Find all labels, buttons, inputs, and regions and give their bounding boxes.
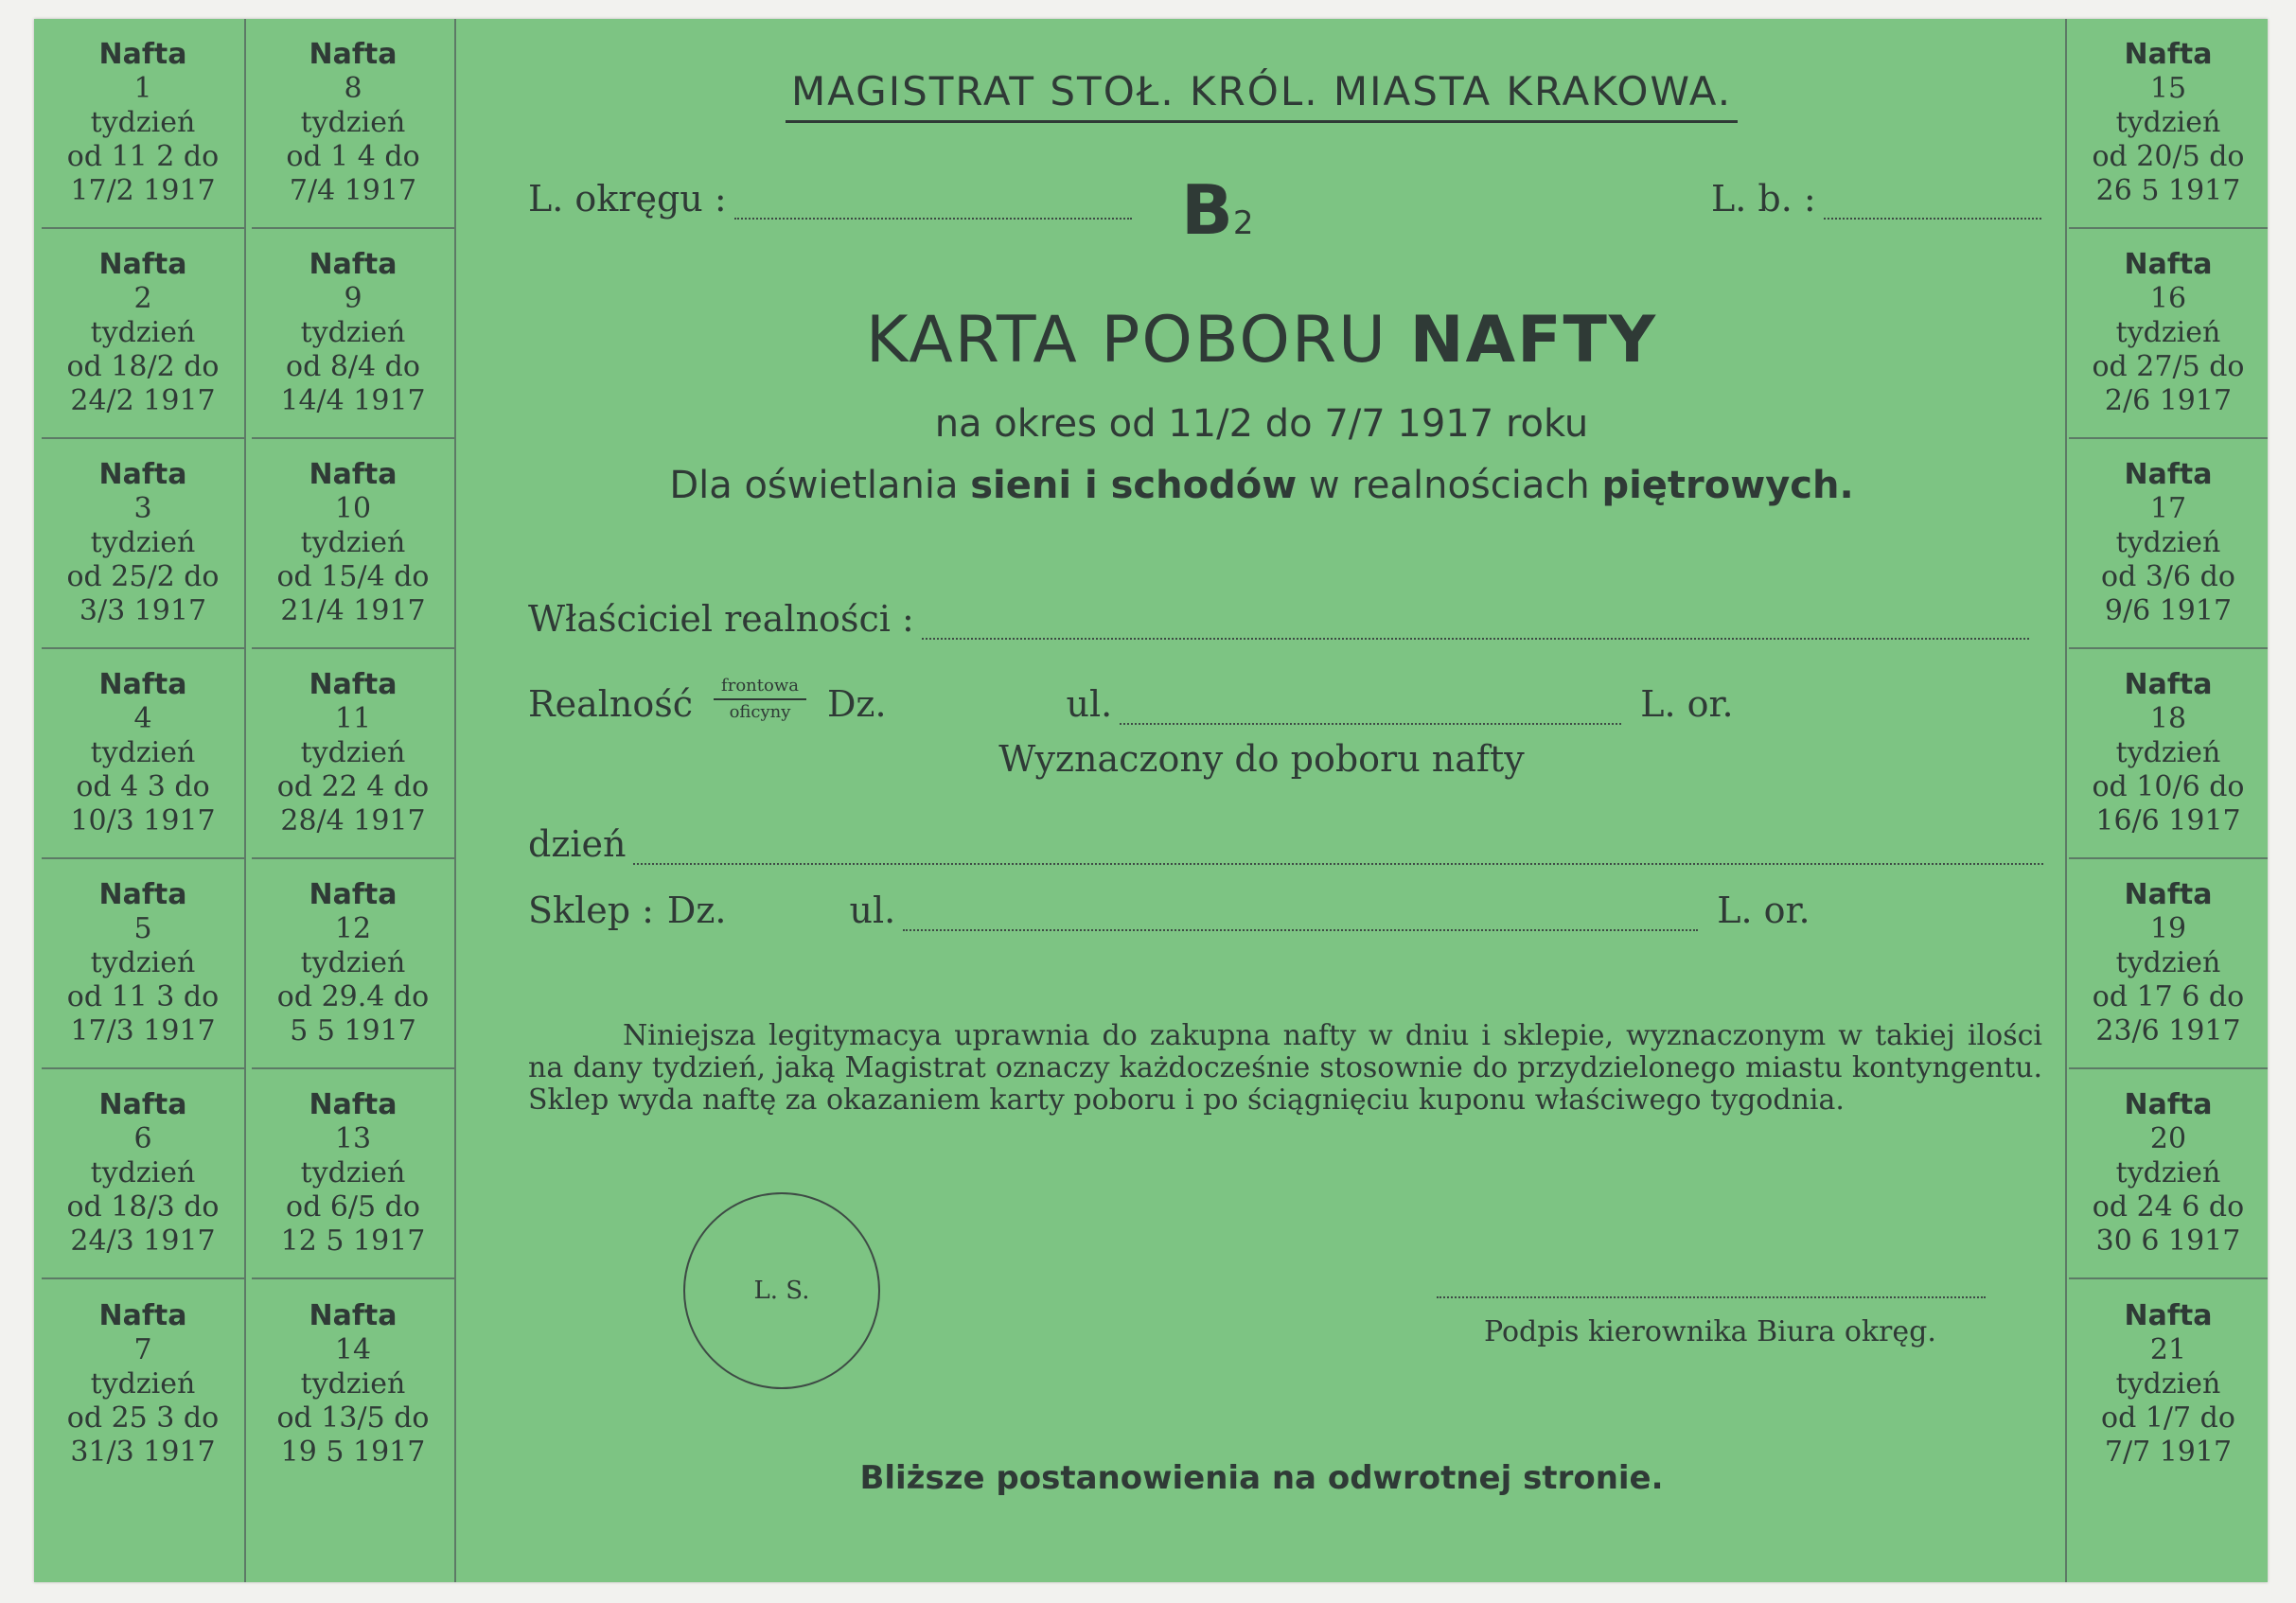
shop-house-number-label: L. or. [1717, 890, 1810, 931]
coupon-unit: tydzień [90, 106, 196, 139]
property-type-fraction [714, 674, 806, 725]
coupon-from: od 1/7 do [2101, 1401, 2235, 1435]
number-row [1711, 178, 2041, 220]
owner-row [528, 598, 2029, 640]
coupon-to: 14/4 1917 [280, 384, 426, 417]
coupon-num: 20 [2149, 1122, 2187, 1155]
coupon-unit: tydzień [2115, 1156, 2221, 1189]
street-field[interactable] [1120, 722, 1621, 725]
coupon-unit: tydzień [300, 736, 406, 769]
number-label: L. b. : [1711, 178, 1816, 220]
coupon-unit: tydzień [300, 1367, 406, 1400]
coupon-to: 24/3 1917 [70, 1224, 216, 1258]
coupon-label: Nafta [2124, 458, 2213, 491]
coupon-to: 28/4 1917 [280, 804, 426, 837]
coupon-num: 2 [133, 282, 152, 315]
coupon-week-19 [2069, 859, 2268, 1069]
street-label: ul. [1066, 683, 1113, 725]
footer-note: Bliższe postanowienia na odwrotnej stronie. [859, 1459, 1664, 1497]
coupon-num: 8 [344, 72, 362, 105]
coupon-week-7 [42, 1279, 244, 1489]
seal-text: L. S. [753, 1277, 810, 1305]
coupon-from: od 8/4 do [286, 350, 420, 383]
coupon-num: 4 [133, 702, 152, 735]
coupon-unit: tydzień [2115, 106, 2221, 139]
coupon-from: od 29.4 do [276, 980, 430, 1013]
dz-label: Dz. [826, 683, 887, 725]
coupon-num: 16 [2149, 282, 2187, 315]
coupon-label: Nafta [2124, 1299, 2213, 1332]
coupon-label: Nafta [309, 668, 397, 701]
coupon-from: od 25/2 do [66, 560, 220, 593]
coupon-label: Nafta [2124, 668, 2213, 701]
coupon-num: 1 [133, 72, 152, 105]
coupon-to: 21/4 1917 [280, 594, 426, 627]
fraction-bottom: oficyny [729, 702, 791, 722]
coupon-unit: tydzień [90, 946, 196, 979]
day-label: dzień [528, 823, 627, 865]
coupon-label: Nafta [2124, 1088, 2213, 1121]
coupon-label: Nafta [309, 1299, 397, 1332]
terms-paragraph: Niniejsza legitymacya uprawnia do zakupna nafty w dniu i sklepie, wyznaczonym w takiej ilości na dany tydzień, jaką Magistrat oznaczy każdocześnie stosownie do przydzielonego miastu kontyngentu. Sklep wyda naftę za okazaniem karty poboru i po ściągnięciu kuponu właściwego tygodnia. [528, 1019, 2042, 1117]
coupon-num: 7 [133, 1333, 152, 1366]
coupon-week-9 [252, 229, 454, 439]
coupon-to: 2/6 1917 [2104, 384, 2233, 417]
coupon-unit: tydzień [300, 106, 406, 139]
coupon-num: 12 [334, 912, 372, 945]
coupon-label: Nafta [98, 1088, 187, 1121]
divider [454, 19, 456, 1582]
coupon-num: 19 [2149, 912, 2187, 945]
coupon-week-20 [2069, 1069, 2268, 1279]
purpose-text [462, 464, 2061, 507]
card-main [462, 19, 2061, 1582]
coupon-unit: tydzień [2115, 316, 2221, 349]
coupon-label: Nafta [98, 248, 187, 281]
coupon-to: 10/3 1917 [70, 804, 216, 837]
coupon-unit: tydzień [90, 1367, 196, 1400]
shop-row [528, 890, 1810, 931]
coupon-to: 30 6 1917 [2095, 1224, 2241, 1258]
shop-dz-label: Dz. [666, 890, 727, 931]
coupon-from: od 22 4 do [276, 770, 430, 803]
coupon-to: 9/6 1917 [2104, 594, 2233, 627]
property-row [528, 674, 1734, 725]
day-field[interactable] [633, 862, 2043, 865]
coupon-week-8 [252, 19, 454, 229]
coupon-unit: tydzień [90, 316, 196, 349]
coupon-num: 10 [334, 492, 372, 525]
coupon-label: Nafta [309, 248, 397, 281]
coupon-week-13 [252, 1069, 454, 1279]
series-subscript: 2 [1232, 204, 1254, 242]
coupon-from: od 11 3 do [66, 980, 220, 1013]
coupon-to: 5 5 1917 [290, 1014, 416, 1048]
coupon-num: 15 [2149, 72, 2187, 105]
series-letter: B [1181, 170, 1233, 250]
coupon-week-12 [252, 859, 454, 1069]
purpose-part: w realnościach [1297, 464, 1602, 507]
coupon-unit: tydzień [300, 1156, 406, 1189]
coupon-week-21 [2069, 1279, 2268, 1489]
divider [244, 19, 246, 1582]
coupon-label: Nafta [98, 878, 187, 911]
district-row [528, 178, 1132, 220]
coupon-label: Nafta [98, 38, 187, 71]
coupon-column-left [42, 19, 244, 1582]
title-bold: NAFTY [1409, 303, 1658, 378]
coupon-to: 26 5 1917 [2095, 174, 2241, 207]
coupon-from: od 25 3 do [66, 1401, 220, 1435]
coupon-week-18 [2069, 649, 2268, 859]
coupon-label: Nafta [2124, 248, 2213, 281]
issuer-header [462, 68, 2061, 123]
fraction-top: frontowa [714, 674, 806, 700]
coupon-num: 21 [2149, 1333, 2187, 1366]
number-field[interactable] [1824, 217, 2041, 220]
coupon-label: Nafta [309, 38, 397, 71]
coupon-label: Nafta [98, 668, 187, 701]
owner-field[interactable] [922, 637, 2029, 640]
coupon-unit: tydzień [2115, 526, 2221, 559]
seal-circle [683, 1192, 880, 1389]
coupon-label: Nafta [309, 878, 397, 911]
signature-line[interactable] [1437, 1296, 1986, 1298]
coupon-label: Nafta [2124, 878, 2213, 911]
purpose-part: Dla oświetlania [669, 464, 971, 507]
coupon-week-14 [252, 1279, 454, 1489]
coupon-unit: tydzień [300, 526, 406, 559]
shop-street-field[interactable] [903, 928, 1698, 931]
coupon-column-right [2069, 19, 2268, 1582]
coupon-label: Nafta [98, 458, 187, 491]
coupon-num: 14 [334, 1333, 372, 1366]
coupon-unit: tydzień [2115, 946, 2221, 979]
day-row [528, 823, 2043, 865]
purpose-bold: sieni i schodów [970, 464, 1298, 507]
period-text: na okres od 11/2 do 7/7 1917 roku [934, 402, 1589, 446]
coupon-from: od 15/4 do [276, 560, 430, 593]
coupon-to: 7/4 1917 [289, 174, 417, 207]
coupon-from: od 20/5 do [2092, 140, 2245, 173]
signature-caption: Podpis kierownika Biura okręg. [1484, 1315, 1936, 1348]
coupon-unit: tydzień [300, 946, 406, 979]
coupon-to: 7/7 1917 [2104, 1436, 2233, 1469]
coupon-from: od 3/6 do [2101, 560, 2235, 593]
coupon-num: 17 [2149, 492, 2187, 525]
coupon-from: od 11 2 do [66, 140, 220, 173]
house-number-label: L. or. [1640, 683, 1734, 725]
coupon-from: od 18/3 do [66, 1190, 220, 1224]
coupon-unit: tydzień [2115, 1367, 2221, 1400]
coupon-label: Nafta [309, 1088, 397, 1121]
coupon-to: 17/2 1917 [70, 174, 216, 207]
coupon-from: od 17 6 do [2092, 980, 2245, 1013]
coupon-from: od 1 4 do [286, 140, 420, 173]
coupon-week-2 [42, 229, 244, 439]
coupon-num: 9 [344, 282, 362, 315]
coupon-unit: tydzień [90, 1156, 196, 1189]
coupon-to: 24/2 1917 [70, 384, 216, 417]
coupon-column-middle [252, 19, 454, 1582]
coupon-label: Nafta [98, 1299, 187, 1332]
shop-label: Sklep : [528, 890, 654, 931]
coupon-week-1 [42, 19, 244, 229]
district-label: L. okręgu : [528, 178, 727, 220]
coupon-week-11 [252, 649, 454, 859]
coupon-unit: tydzień [2115, 736, 2221, 769]
coupon-to: 17/3 1917 [70, 1014, 216, 1048]
purpose-bold: piętrowych. [1601, 464, 1854, 507]
coupon-from: od 18/2 do [66, 350, 220, 383]
coupon-from: od 6/5 do [286, 1190, 420, 1224]
coupon-num: 18 [2149, 702, 2187, 735]
coupon-to: 3/3 1917 [79, 594, 207, 627]
coupon-to: 16/6 1917 [2095, 804, 2241, 837]
coupon-from: od 27/5 do [2092, 350, 2245, 383]
district-field[interactable] [734, 217, 1132, 220]
divider [2065, 19, 2067, 1582]
card-title [462, 303, 2061, 378]
assigned-label: Wyznaczony do poboru nafty [998, 738, 1525, 780]
series-mark [1181, 170, 1254, 250]
coupon-week-3 [42, 439, 244, 649]
property-label: Realność [528, 683, 694, 725]
coupon-label: Nafta [309, 458, 397, 491]
coupon-week-15 [2069, 19, 2268, 229]
coupon-from: od 4 3 do [76, 770, 210, 803]
issuer-text: MAGISTRAT STOŁ. KRÓL. MIASTA KRAKOWA. [786, 68, 1738, 123]
coupon-from: od 10/6 do [2092, 770, 2245, 803]
coupon-week-16 [2069, 229, 2268, 439]
coupon-to: 31/3 1917 [70, 1436, 216, 1469]
coupon-week-10 [252, 439, 454, 649]
coupon-unit: tydzień [90, 736, 196, 769]
coupon-num: 3 [133, 492, 152, 525]
coupon-unit: tydzień [300, 316, 406, 349]
coupon-num: 11 [334, 702, 372, 735]
coupon-from: od 24 6 do [2092, 1190, 2245, 1224]
shop-street-label: ul. [849, 890, 896, 931]
coupon-week-5 [42, 859, 244, 1069]
coupon-label: Nafta [2124, 38, 2213, 71]
coupon-num: 13 [334, 1122, 372, 1155]
owner-label: Właściciel realności : [528, 598, 914, 640]
title-text: KARTA POBORU [865, 303, 1410, 378]
coupon-num: 6 [133, 1122, 152, 1155]
coupon-to: 23/6 1917 [2095, 1014, 2241, 1048]
coupon-week-4 [42, 649, 244, 859]
coupon-week-17 [2069, 439, 2268, 649]
coupon-to: 12 5 1917 [280, 1224, 426, 1258]
ration-card [34, 19, 2268, 1582]
coupon-to: 19 5 1917 [280, 1436, 426, 1469]
coupon-week-6 [42, 1069, 244, 1279]
coupon-num: 5 [133, 912, 152, 945]
coupon-from: od 13/5 do [276, 1401, 430, 1435]
coupon-unit: tydzień [90, 526, 196, 559]
